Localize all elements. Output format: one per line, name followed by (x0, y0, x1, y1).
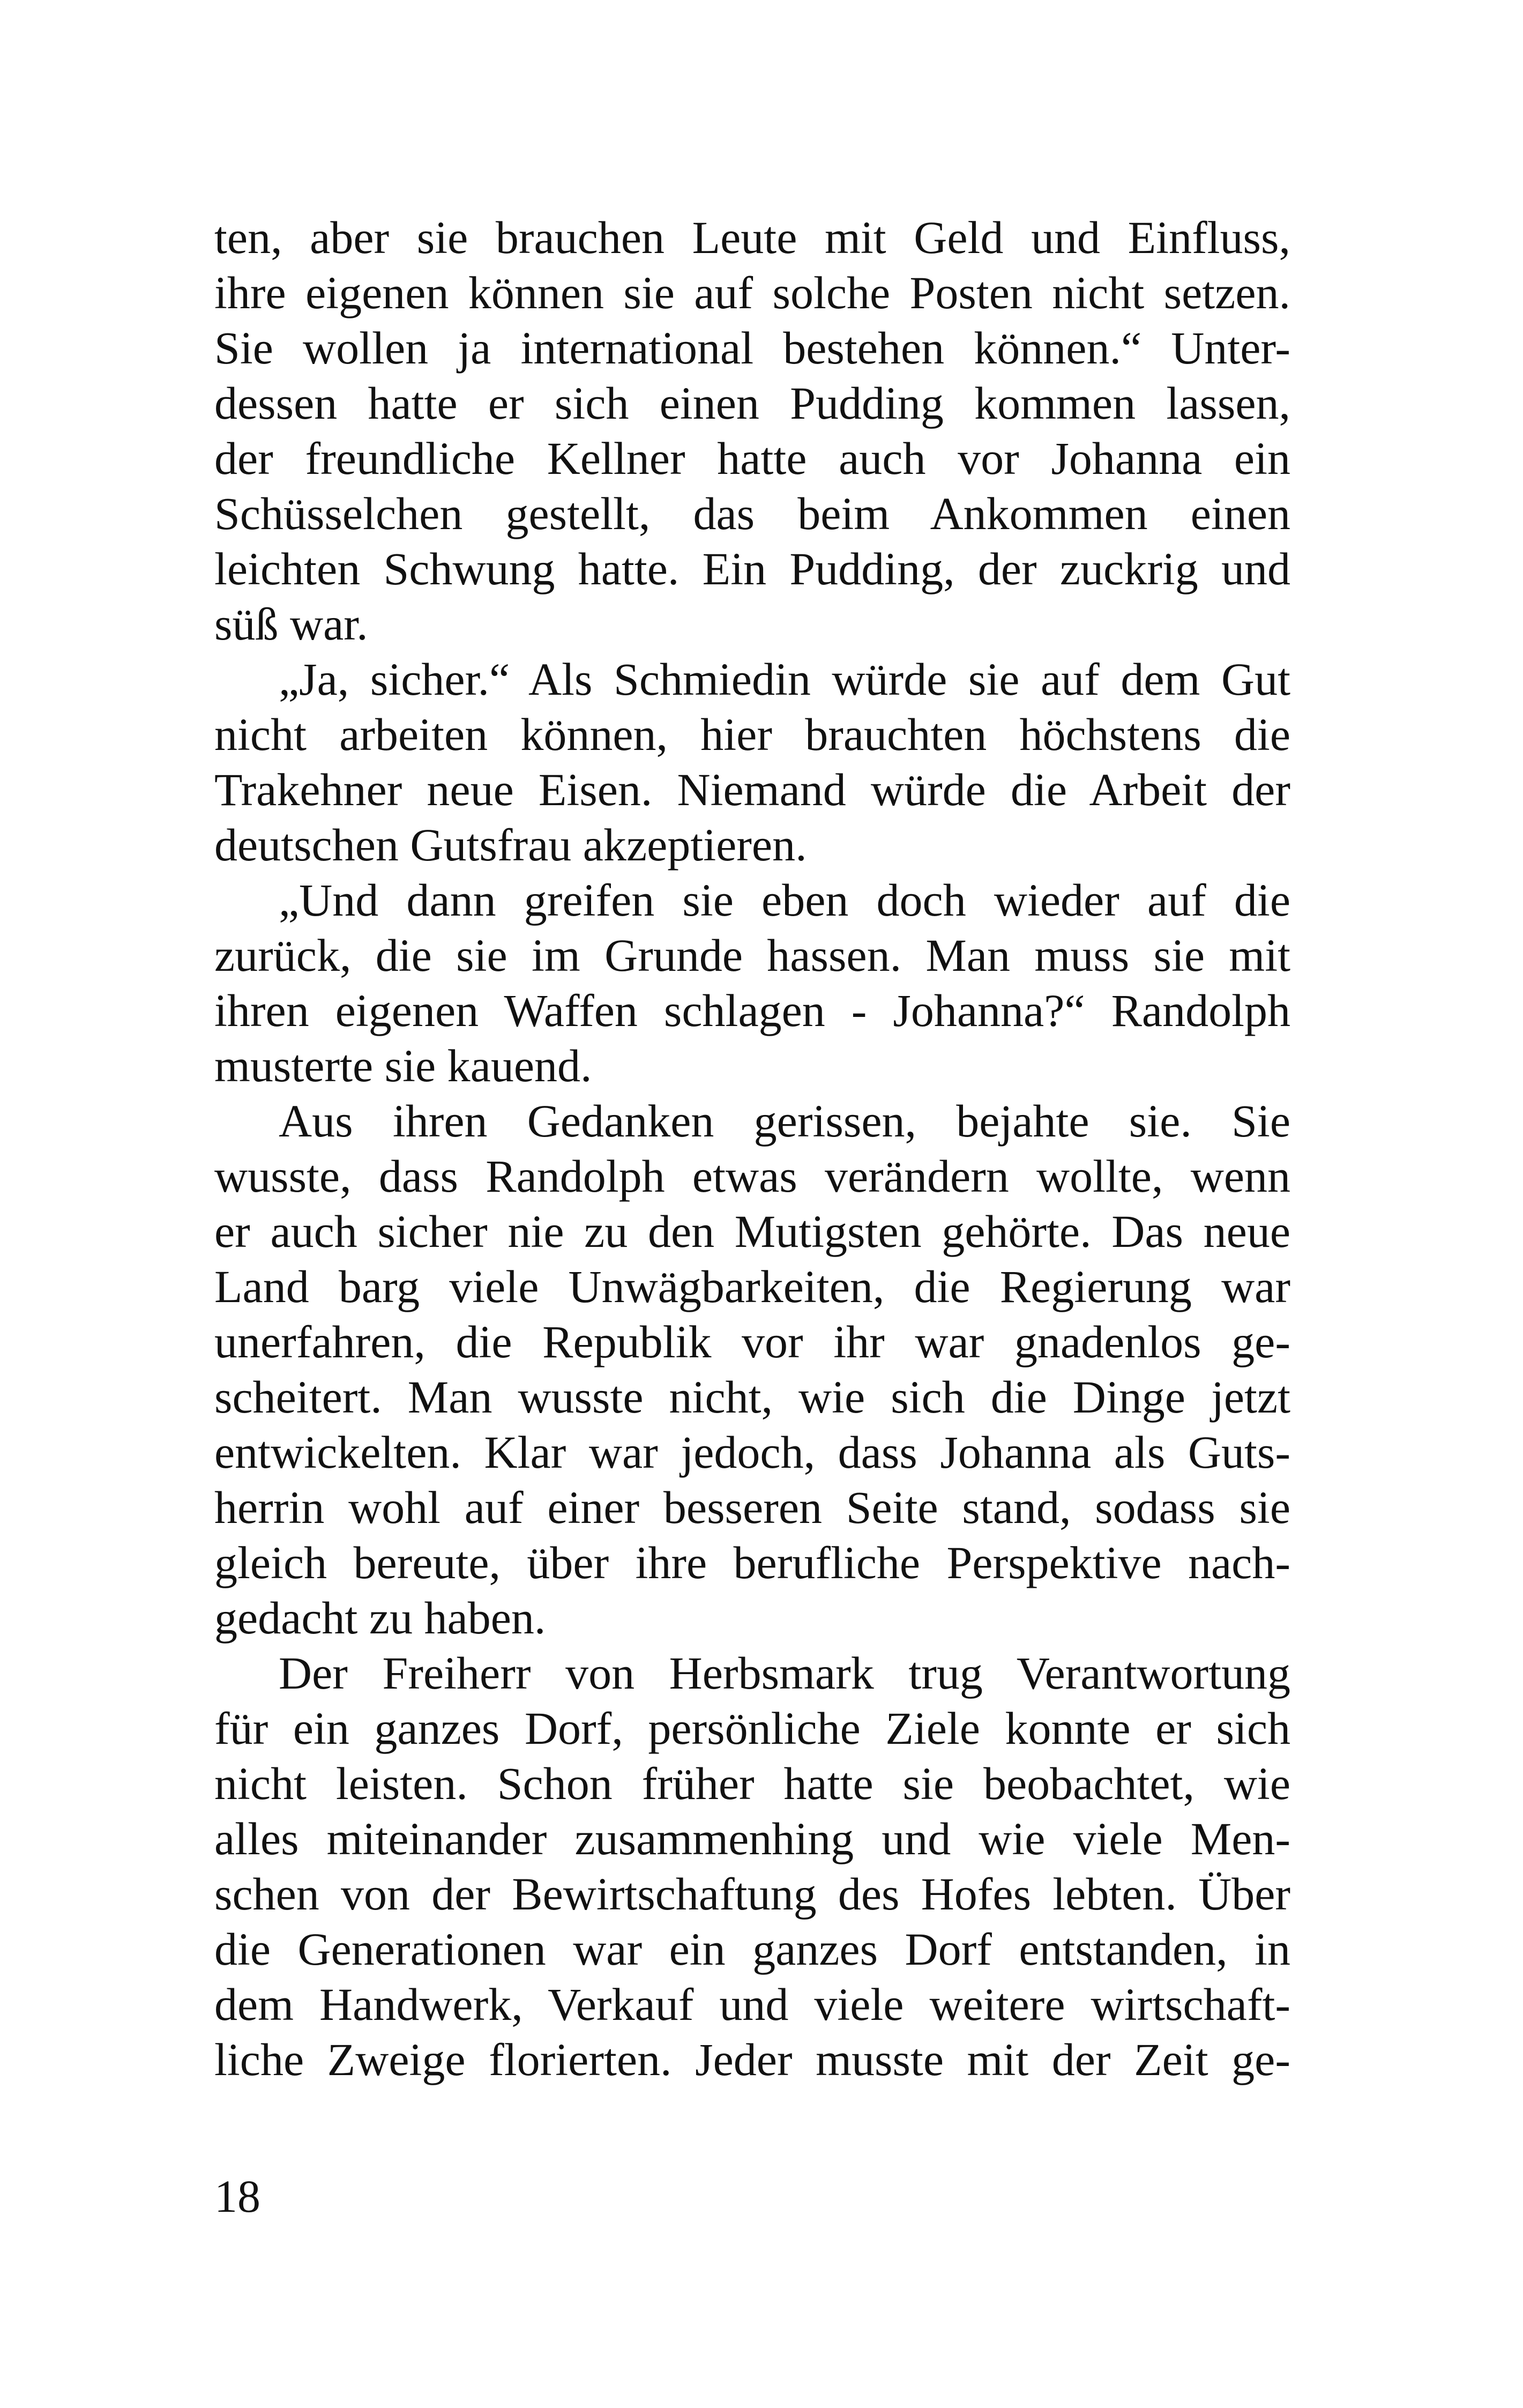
text-line: dessen hatte er sich einen Pudding kommen lassen, (214, 377, 1290, 429)
text-line: nicht arbeiten können, hier brauchten höchstens die (214, 709, 1290, 760)
text-line: musterte sie kauend. (214, 1040, 592, 1091)
text-line: gleich bereute, über ihre berufliche Perspektive nach- (214, 1537, 1290, 1588)
text-line: Trakehner neue Eisen. Niemand würde die Arbeit der (214, 764, 1290, 815)
text-line: unerfahren, die Republik vor ihr war gnadenlos ge- (214, 1316, 1290, 1367)
text-line: ten, aber sie brauchen Leute mit Geld und Einfluss, (214, 212, 1290, 263)
text-line: Der Freiherr von Herbsmark trug Verantwortung (279, 1647, 1290, 1699)
text-line: ihren eigenen Waffen schlagen - Johanna?“ Randolph (214, 985, 1290, 1036)
text-line: liche Zweige florierten. Jeder musste mit der Zeit ge- (214, 2034, 1290, 2085)
text-line: „Und dann greifen sie eben doch wieder auf die (279, 874, 1290, 926)
text-line: herrin wohl auf einer besseren Seite stand, sodass sie (214, 1482, 1290, 1533)
text-line: er auch sicher nie zu den Mutigsten gehörte. Das neue (214, 1206, 1290, 1257)
text-line: dem Handwerk, Verkauf und viele weitere wirtschaft- (214, 1979, 1290, 2030)
text-line: Sie wollen ja international bestehen können.“ Unter- (214, 322, 1290, 374)
text-line: „Ja, sicher.“ Als Schmiedin würde sie auf dem Gut (279, 653, 1290, 705)
text-line: der freundliche Kellner hatte auch vor Johanna ein (214, 433, 1290, 484)
text-line: deutschen Gutsfrau akzeptieren. (214, 819, 807, 871)
text-line: scheitert. Man wusste nicht, wie sich die Dinge jetzt (214, 1371, 1290, 1423)
text-line: Schüsselchen gestellt, das beim Ankommen einen (214, 488, 1290, 539)
text-line: schen von der Bewirtschaftung des Hofes lebten. Über (214, 1868, 1290, 1920)
text-line: alles miteinander zusammenhing und wie viele Men- (214, 1813, 1290, 1864)
text-line: nicht leisten. Schon früher hatte sie beobachtet, wie (214, 1758, 1290, 1809)
text-line: ihre eigenen können sie auf solche Posten nicht setzen. (214, 267, 1290, 318)
text-line: zurück, die sie im Grunde hassen. Man muss sie mit (214, 930, 1290, 981)
text-line: leichten Schwung hatte. Ein Pudding, der zuckrig und (214, 543, 1290, 594)
text-line: die Generationen war ein ganzes Dorf entstanden, in (214, 1923, 1290, 1975)
text-line: süß war. (214, 598, 368, 650)
text-line: wusste, dass Randolph etwas verändern wollte, wenn (214, 1150, 1290, 1202)
text-line: Aus ihren Gedanken gerissen, bejahte sie. Sie (279, 1095, 1290, 1147)
text-line: gedacht zu haben. (214, 1592, 546, 1644)
page-number: 18 (214, 2171, 260, 2222)
text-line: entwickelten. Klar war jedoch, dass Johanna als Guts- (214, 1426, 1290, 1478)
body-text (214, 210, 1290, 2087)
text-line: Land barg viele Unwägbarkeiten, die Regierung war (214, 1261, 1290, 1312)
text-line: für ein ganzes Dorf, persönliche Ziele konnte er sich (214, 1703, 1290, 1754)
